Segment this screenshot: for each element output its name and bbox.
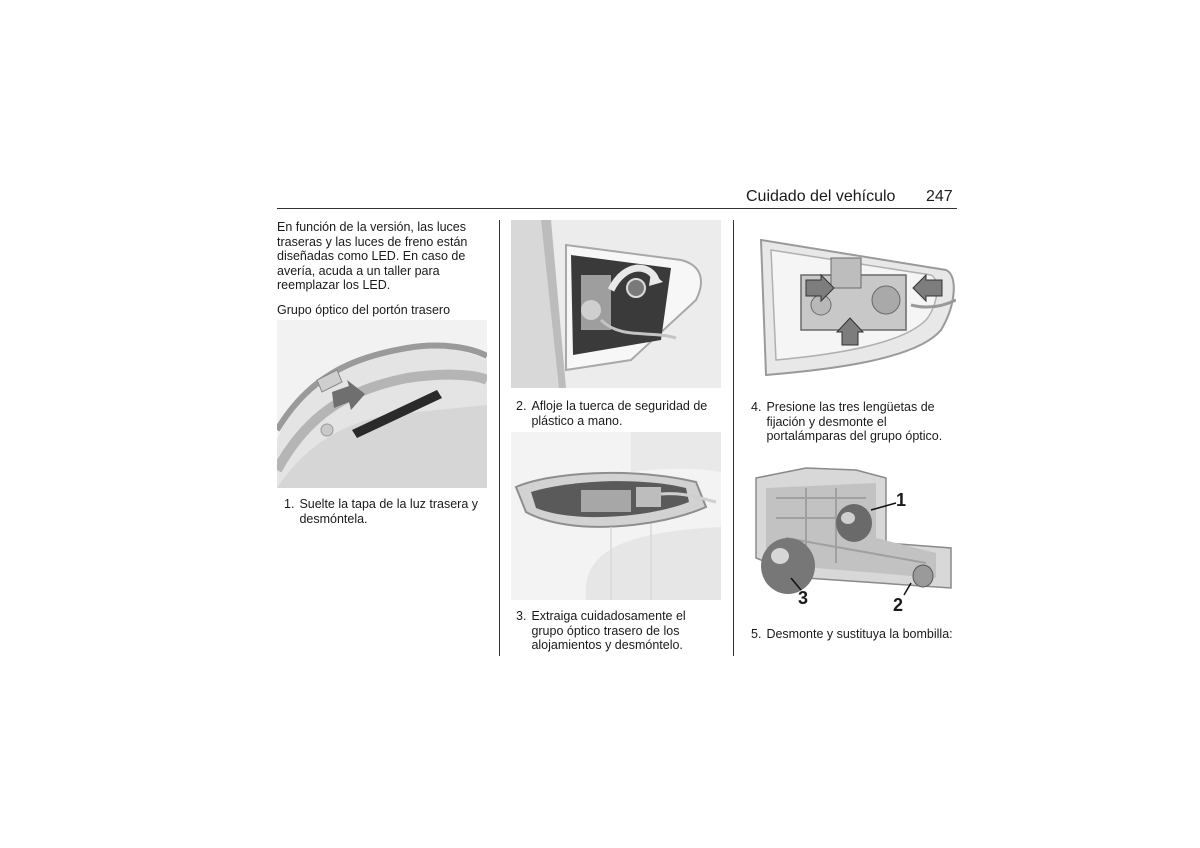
step-3 bbox=[516, 609, 721, 653]
illustration-lamp-holder-tabs bbox=[746, 220, 956, 388]
illustration-plastic-nut bbox=[511, 220, 721, 388]
step-number: 2. bbox=[516, 399, 527, 413]
header-rule bbox=[277, 208, 957, 209]
column-divider bbox=[499, 220, 500, 656]
callout-2: 2 bbox=[893, 595, 904, 615]
callout-1: 1 bbox=[896, 490, 907, 510]
page-number: 247 bbox=[926, 188, 953, 205]
step-text: Afloje la tuerca de seguridad de plástico a mano. bbox=[531, 399, 708, 428]
step-text: Presione las tres lengüetas de fijación y desmonte el portalámparas del grupo óptico. bbox=[766, 400, 943, 444]
column-divider bbox=[733, 220, 734, 656]
step-text: Extraiga cuidadosamente el grupo óptico trasero de los alojamientos y desmóntelo. bbox=[531, 609, 686, 653]
step-number: 1. bbox=[284, 497, 295, 511]
step-number: 5. bbox=[751, 627, 762, 641]
step-text: Suelte la tapa de la luz trasera y desmóntela. bbox=[299, 497, 479, 526]
illustration-tailgate-cover bbox=[277, 320, 487, 488]
intro-paragraph: En función de la versión, las luces traseras y las luces de freno están diseñadas como LED. En caso de avería, acuda a un taller para reemplazar los LED. bbox=[277, 220, 468, 293]
callout-3: 3 bbox=[798, 588, 809, 608]
step-5 bbox=[751, 627, 961, 642]
illustration-bulbs bbox=[746, 448, 956, 616]
step-text: Desmonte y sustituya la bombilla: bbox=[766, 627, 953, 641]
step-number: 3. bbox=[516, 609, 527, 623]
step-2 bbox=[516, 399, 721, 428]
step-4 bbox=[751, 400, 956, 444]
subheading: Grupo óptico del portón trasero bbox=[277, 303, 451, 317]
illustration-remove-light-group bbox=[511, 432, 721, 600]
section-title: Cuidado del vehículo bbox=[746, 188, 896, 205]
step-1 bbox=[284, 497, 489, 526]
step-number: 4. bbox=[751, 400, 762, 414]
